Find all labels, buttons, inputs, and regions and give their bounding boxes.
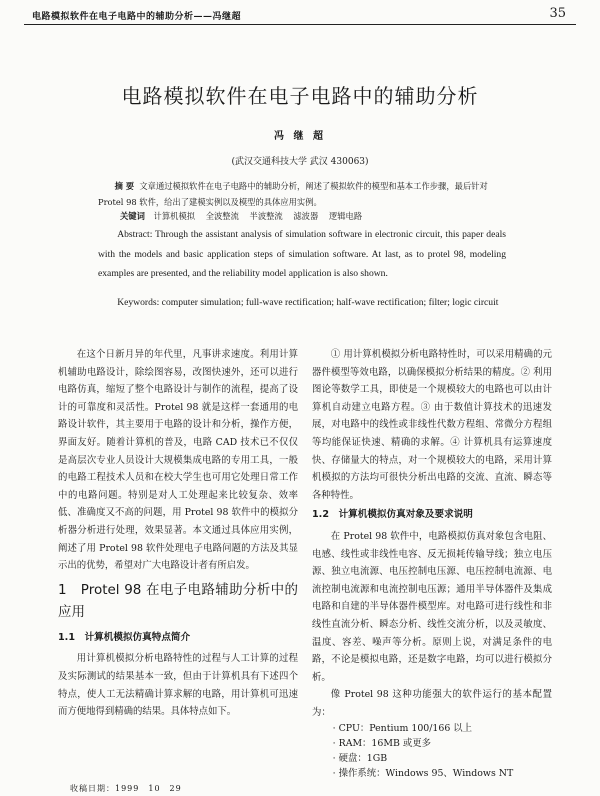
- spec-item-os: · 操作系统：Windows 95、Windows NT: [332, 768, 514, 780]
- keyword-zh: 滤波器: [293, 211, 319, 221]
- keyword-zh: 逻辑电路: [328, 211, 363, 221]
- features-paragraph: ① 用计算机模拟分析电路特性时，可以采用精确的元器件模型等效电路，以确保模拟分析结果的精度。② 利用图论等数学工具，即使是一个规模较大的电路也可以由计算机自动建立电路方程。③ 由于数值计算技术的迅速发展，对电路中的线性或非线性代数方程组、常微分方程组等均能保证快速、精确的求解。④ 计算机具有运算速度快、存储量大的特点，对一个规模较大的电路，采用计算机模拟的方法均可很快分析出电路的交流、直流、瞬态等各种特性。: [312, 349, 552, 501]
- keywords-english: Keywords: computer simulation; full-wave rectification; half-wave rectification; filter; logic circuit: [117, 297, 499, 308]
- spec-item-ram: · RAM：16MB 或更多: [332, 738, 431, 750]
- keywords-zh-label: 关键词: [120, 211, 145, 221]
- author-affiliation: (武汉交通科技大学 武汉 430063): [231, 157, 369, 167]
- abstract-zh-label: 摘 要: [114, 181, 135, 191]
- intro-paragraph: 在这个日新月异的年代里，凡事讲求速度。利用计算机辅助电路设计，除绘图容易，改图快速外，还可以进行电路仿真，缩短了整个电路设计与制作的流程，提高了设计的可靠度和灵活性。Protel 98 就是这样一套通用的电路设计软件，其主要用于电路的设计和分析，操作方便，界面友好。随着计算机的普及，电路 CAD 技术已不仅仅是高层次专业人员设计大规模集成电路的专用工具，一般的电路工程技术人员和在校大学生也可用它处理日常工作中的电路问题。特别是对人工处理起来比较复杂、效率低、准确度又不高的问题，用 Protel 98 软件中的模拟分析器分析进行处理，效果显著。本文通过具体应用实例，阐述了用 Protel 98 软件处理电子电路问题的方法及其显示出的优势，希望对广大电路设计者有所启发。: [58, 349, 298, 572]
- keyword-zh: 半波整流: [249, 211, 283, 221]
- section-1-2-heading: 1.2 计算机模拟仿真对象及要求说明: [312, 509, 473, 521]
- running-title: 电路模拟软件在电子电路中的辅助分析——冯继超: [32, 12, 242, 22]
- right-column: [312, 346, 552, 781]
- keyword-zh: 全波整流: [205, 211, 239, 221]
- received-date-footnote: 收稿日期：1999 10 29: [70, 784, 182, 793]
- keywords-chinese: [120, 210, 370, 222]
- page-number: 35: [549, 6, 566, 21]
- paper-title: 电路模拟软件在电子电路中的辅助分析: [121, 84, 479, 108]
- abstract-zh-text: 文章通过模拟软件在电子电路中的辅助分析，阐述了模拟软件的模型和基本工作步骤，最后针对 Protel 98 软件，给出了建模实例以及模型的具体应用实例。: [98, 181, 488, 207]
- abstract-chinese: [98, 178, 506, 210]
- spec-item-cpu: · CPU：Pentium 100/166 以上: [332, 723, 473, 735]
- section-1-1-heading: 1.1 计算机模拟仿真特点简介: [58, 631, 191, 643]
- section-1-1-paragraph: 用计算机模拟分析电路特性的过程与人工计算的过程及实际测试的结果基本一致，但由于计算机具有下述四个特点，使人工无法精确计算求解的电路，用计算机可迅速而方便地得到精确的结果。具体特点如下。: [58, 653, 298, 718]
- section-1-heading: 1 Protel 98 在电子电路辅助分析中的应用: [58, 581, 298, 620]
- keyword-zh: 计算机模拟: [153, 211, 196, 221]
- simulation-objects-paragraph: 在 Protel 98 软件中，电路模拟仿真对象包含电阻、电感、线性或非线性电容、反无损耗传输导线；独立电压源、独立电流源、电压控制电压源、电压控制电流源、电流控制电流源和电流控制电压源；通用半导体器件及集成电路和自建的半导体器件模型库。对电路可进行线性和非线性直流分析、瞬态分析、线性交流分析，以及灵敏度、温度、容差、噪声等分析。原则上说，对满足条件的电路，不论是模拟电路，还是数字电路，均可以进行模拟分析。: [312, 530, 552, 683]
- running-header: [24, 6, 576, 25]
- spec-item-disk: · 硬盘：1GB: [332, 753, 388, 765]
- left-column: [58, 346, 298, 721]
- abstract-english: Abstract: Through the assistant analysis of simulation software in electronic circuit, this paper deals with the models and basic application steps of simulation software. At last, as to protel 98, modeling examples are presented, and the reliability model application is also shown.: [98, 229, 506, 279]
- config-intro-paragraph: 像 Protel 98 这种功能强大的软件运行的基本配置为：: [312, 689, 552, 718]
- paper-author: 冯 继 超: [274, 131, 326, 142]
